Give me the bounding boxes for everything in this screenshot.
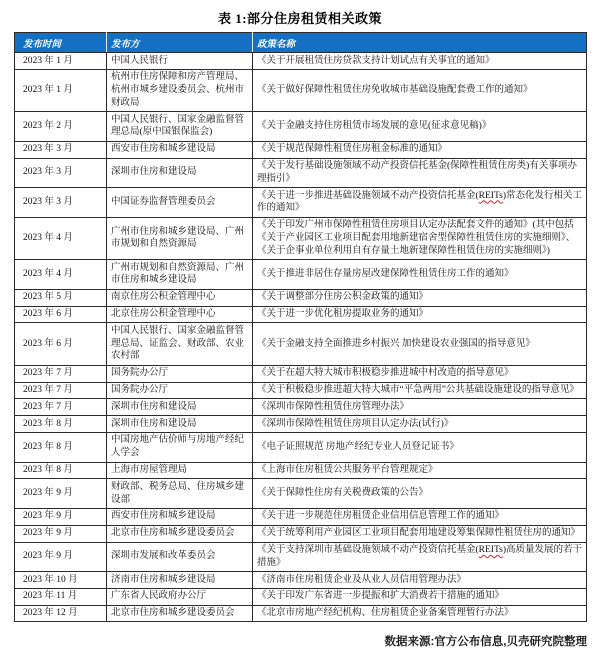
table-row bbox=[15, 572, 587, 589]
policy-cell: 《关于积极稳步推进超大特大城市“平急两用”公共基础设施建设的指导意见》 bbox=[253, 382, 587, 399]
publisher-cell: 深圳市住房和建设局 bbox=[107, 416, 253, 433]
policy-cell: 《关于统筹利用产业园区工业项目配套用地建设筹集保障性租赁住房的通知》 bbox=[253, 525, 587, 542]
publisher-cell: 深圳市住房和建设局 bbox=[107, 158, 253, 188]
policy-cell: 《关于保障性住房有关税费政策的公告》 bbox=[253, 479, 587, 509]
date-cell: 2023 年 10 月 bbox=[15, 572, 107, 589]
policy-cell: 《关于在超大特大城市积极稳步推进城中村改造的指导意见》 bbox=[253, 365, 587, 382]
table-row bbox=[15, 141, 587, 158]
data-source-note: 数据来源:官方公布信息,贝壳研究院整理 bbox=[384, 636, 587, 649]
date-cell: 2023 年 9 月 bbox=[15, 479, 107, 509]
policy-cell: 《关于金融支持全面推进乡村振兴 加快建设农业强国的指导意见》 bbox=[253, 323, 587, 365]
publisher-cell: 国务院办公厅 bbox=[107, 365, 253, 382]
date-cell: 2023 年 3 月 bbox=[15, 158, 107, 188]
date-cell: 2023 年 4 月 bbox=[15, 217, 107, 259]
publisher-cell: 北京市住房和城乡建设委员会 bbox=[107, 605, 253, 622]
table-row bbox=[15, 462, 587, 479]
date-cell: 2023 年 4 月 bbox=[15, 260, 107, 290]
date-cell: 2023 年 8 月 bbox=[15, 416, 107, 433]
page-title: 表 1:部分住房租赁相关政策 bbox=[217, 11, 383, 26]
table-row bbox=[15, 69, 587, 111]
policy-cell: 《关于印发广东省进一步提振和扩大消费若干措施的通知》 bbox=[253, 588, 587, 605]
table-row bbox=[15, 605, 587, 622]
policy-cell: 《深圳市保障性租赁住房管理办法》 bbox=[253, 399, 587, 416]
policy-cell: 《关于进一步推进基础设施领域不动产投资信托基金(REITs)常态化发行相关工作的通知》 bbox=[253, 188, 587, 218]
table-row bbox=[15, 525, 587, 542]
publisher-cell: 广东省人民政府办公厅 bbox=[107, 588, 253, 605]
policy-cell: 《上海市住房租赁公共服务平台管理规定》 bbox=[253, 462, 587, 479]
table-row bbox=[15, 382, 587, 399]
publisher-cell: 深圳市发展和改革委员会 bbox=[107, 542, 253, 572]
publisher-cell: 财政部、税务总局、住房城乡建设部 bbox=[107, 479, 253, 509]
publisher-cell: 北京住房公积金管理中心 bbox=[107, 306, 253, 323]
policy-cell: 《关于做好保障性租赁住房免收城市基础设施配套费工作的通知》 bbox=[253, 69, 587, 111]
table-row bbox=[15, 432, 587, 462]
policy-cell: 《关于推进非居住存量房屋改建保障性租赁住房工作的通知》 bbox=[253, 260, 587, 290]
table-header bbox=[15, 33, 587, 53]
date-cell: 2023 年 9 月 bbox=[15, 542, 107, 572]
date-cell: 2023 年 5 月 bbox=[15, 289, 107, 306]
publisher-cell: 上海市房屋管理局 bbox=[107, 462, 253, 479]
table-row bbox=[15, 479, 587, 509]
publisher-cell: 杭州市住房保障和房产管理局、杭州市城乡建设委员会、杭州市财政局 bbox=[107, 69, 253, 111]
publisher-cell: 广州市规划和自然资源局、广州市住房和城乡建设局 bbox=[107, 260, 253, 290]
policy-cell: 《关于发行基础设施领域不动产投资信托基金(保障性租赁住房类)有关事项办理指引》 bbox=[253, 158, 587, 188]
publisher-cell: 济南市住房和城乡建设局 bbox=[107, 572, 253, 589]
publisher-cell: 中国人民银行、国家金融监督管理总局(原中国银保监会) bbox=[107, 112, 253, 142]
date-cell: 2023 年 1 月 bbox=[15, 69, 107, 111]
publisher-cell: 中国人民银行 bbox=[107, 53, 253, 70]
policy-cell: 《电子证照规范 房地产经纪专业人员登记证书》 bbox=[253, 432, 587, 462]
date-cell: 2023 年 3 月 bbox=[15, 188, 107, 218]
policy-cell: 《关于印发广州市保障性租赁住房项目认定办法配套文件的通知》(其中包括《关于产业园区工业项目配套用地新建宿舍型保障性租赁住房的实施细则》、《关于企事业单位利用自有存量土地新建保障性租赁住房的实施细则》) bbox=[253, 217, 587, 259]
policy-cell: 《深圳市保障性租赁住房项目认定办法(试行)》 bbox=[253, 416, 587, 433]
column-header-policy: 政策名称 bbox=[253, 33, 587, 53]
policy-cell: 《关于进一步规范住房租赁企业信用信息管理工作的通知》 bbox=[253, 508, 587, 525]
table-row bbox=[15, 416, 587, 433]
date-cell: 2023 年 9 月 bbox=[15, 508, 107, 525]
date-cell: 2023 年 6 月 bbox=[15, 306, 107, 323]
reits-spellcheck-underline: REITs bbox=[478, 545, 503, 555]
policy-table-body bbox=[15, 53, 587, 622]
date-cell: 2023 年 2 月 bbox=[15, 112, 107, 142]
publisher-cell: 深圳市住房和建设局 bbox=[107, 399, 253, 416]
date-cell: 2023 年 7 月 bbox=[15, 365, 107, 382]
policy-cell: 《关于进一步优化租房提取业务的通知》 bbox=[253, 306, 587, 323]
publisher-cell: 中国人民银行、国家金融监督管理总局、证监会、财政部、农业农村部 bbox=[107, 323, 253, 365]
publisher-cell: 中国房地产估价师与房地产经纪人学会 bbox=[107, 432, 253, 462]
policy-cell: 《关于支持深圳市基础设施领域不动产投资信托基金(REITs)高质量发展的若干措施》 bbox=[253, 542, 587, 572]
date-cell: 2023 年 8 月 bbox=[15, 432, 107, 462]
table-row bbox=[15, 260, 587, 290]
table-row bbox=[15, 323, 587, 365]
table-row bbox=[15, 365, 587, 382]
policy-cell: 《关于调整部分住房公积金政策的通知》 bbox=[253, 289, 587, 306]
date-cell: 2023 年 6 月 bbox=[15, 323, 107, 365]
table-row bbox=[15, 508, 587, 525]
policy-table bbox=[14, 32, 587, 622]
table-row bbox=[15, 399, 587, 416]
policy-cell: 《济南市住房租赁企业及从业人员信用管理办法》 bbox=[253, 572, 587, 589]
publisher-cell: 北京市住房和城乡建设委员会 bbox=[107, 525, 253, 542]
table-row bbox=[15, 53, 587, 70]
date-cell: 2023 年 9 月 bbox=[15, 525, 107, 542]
table-row bbox=[15, 188, 587, 218]
publisher-cell: 西安市住房和城乡建设局 bbox=[107, 508, 253, 525]
date-cell: 2023 年 12 月 bbox=[15, 605, 107, 622]
policy-cell: 《关于规范保障性租赁住房租金标准的通知》 bbox=[253, 141, 587, 158]
publisher-cell: 西安市住房和城乡建设局 bbox=[107, 141, 253, 158]
publisher-cell: 南京住房公积金管理中心 bbox=[107, 289, 253, 306]
table-row bbox=[15, 588, 587, 605]
date-cell: 2023 年 11 月 bbox=[15, 588, 107, 605]
header-row bbox=[15, 33, 587, 53]
table-row bbox=[15, 217, 587, 259]
publisher-cell: 国务院办公厅 bbox=[107, 382, 253, 399]
publisher-cell: 中国证券监督管理委员会 bbox=[107, 188, 253, 218]
date-cell: 2023 年 3 月 bbox=[15, 141, 107, 158]
date-cell: 2023 年 8 月 bbox=[15, 462, 107, 479]
policy-cell: 《北京市房地产经纪机构、住房租赁企业备案管理暂行办法》 bbox=[253, 605, 587, 622]
column-header-date: 发布时间 bbox=[15, 33, 107, 53]
policy-cell: 《关于金融支持住房租赁市场发展的意见(征求意见稿)》 bbox=[253, 112, 587, 142]
date-cell: 2023 年 7 月 bbox=[15, 382, 107, 399]
publisher-cell: 广州市住房和城乡建设局、广州市规划和自然资源局 bbox=[107, 217, 253, 259]
date-cell: 2023 年 7 月 bbox=[15, 399, 107, 416]
table-row bbox=[15, 158, 587, 188]
column-header-publisher: 发布方 bbox=[107, 33, 253, 53]
reits-spellcheck-underline: REITs bbox=[478, 190, 503, 201]
table-row bbox=[15, 112, 587, 142]
policy-cell: 《关于开展租赁住房贷款支持计划试点有关事宜的通知》 bbox=[253, 53, 587, 70]
table-row bbox=[15, 289, 587, 306]
table-row bbox=[15, 306, 587, 323]
date-cell: 2023 年 1 月 bbox=[15, 53, 107, 70]
table-row bbox=[15, 542, 587, 572]
